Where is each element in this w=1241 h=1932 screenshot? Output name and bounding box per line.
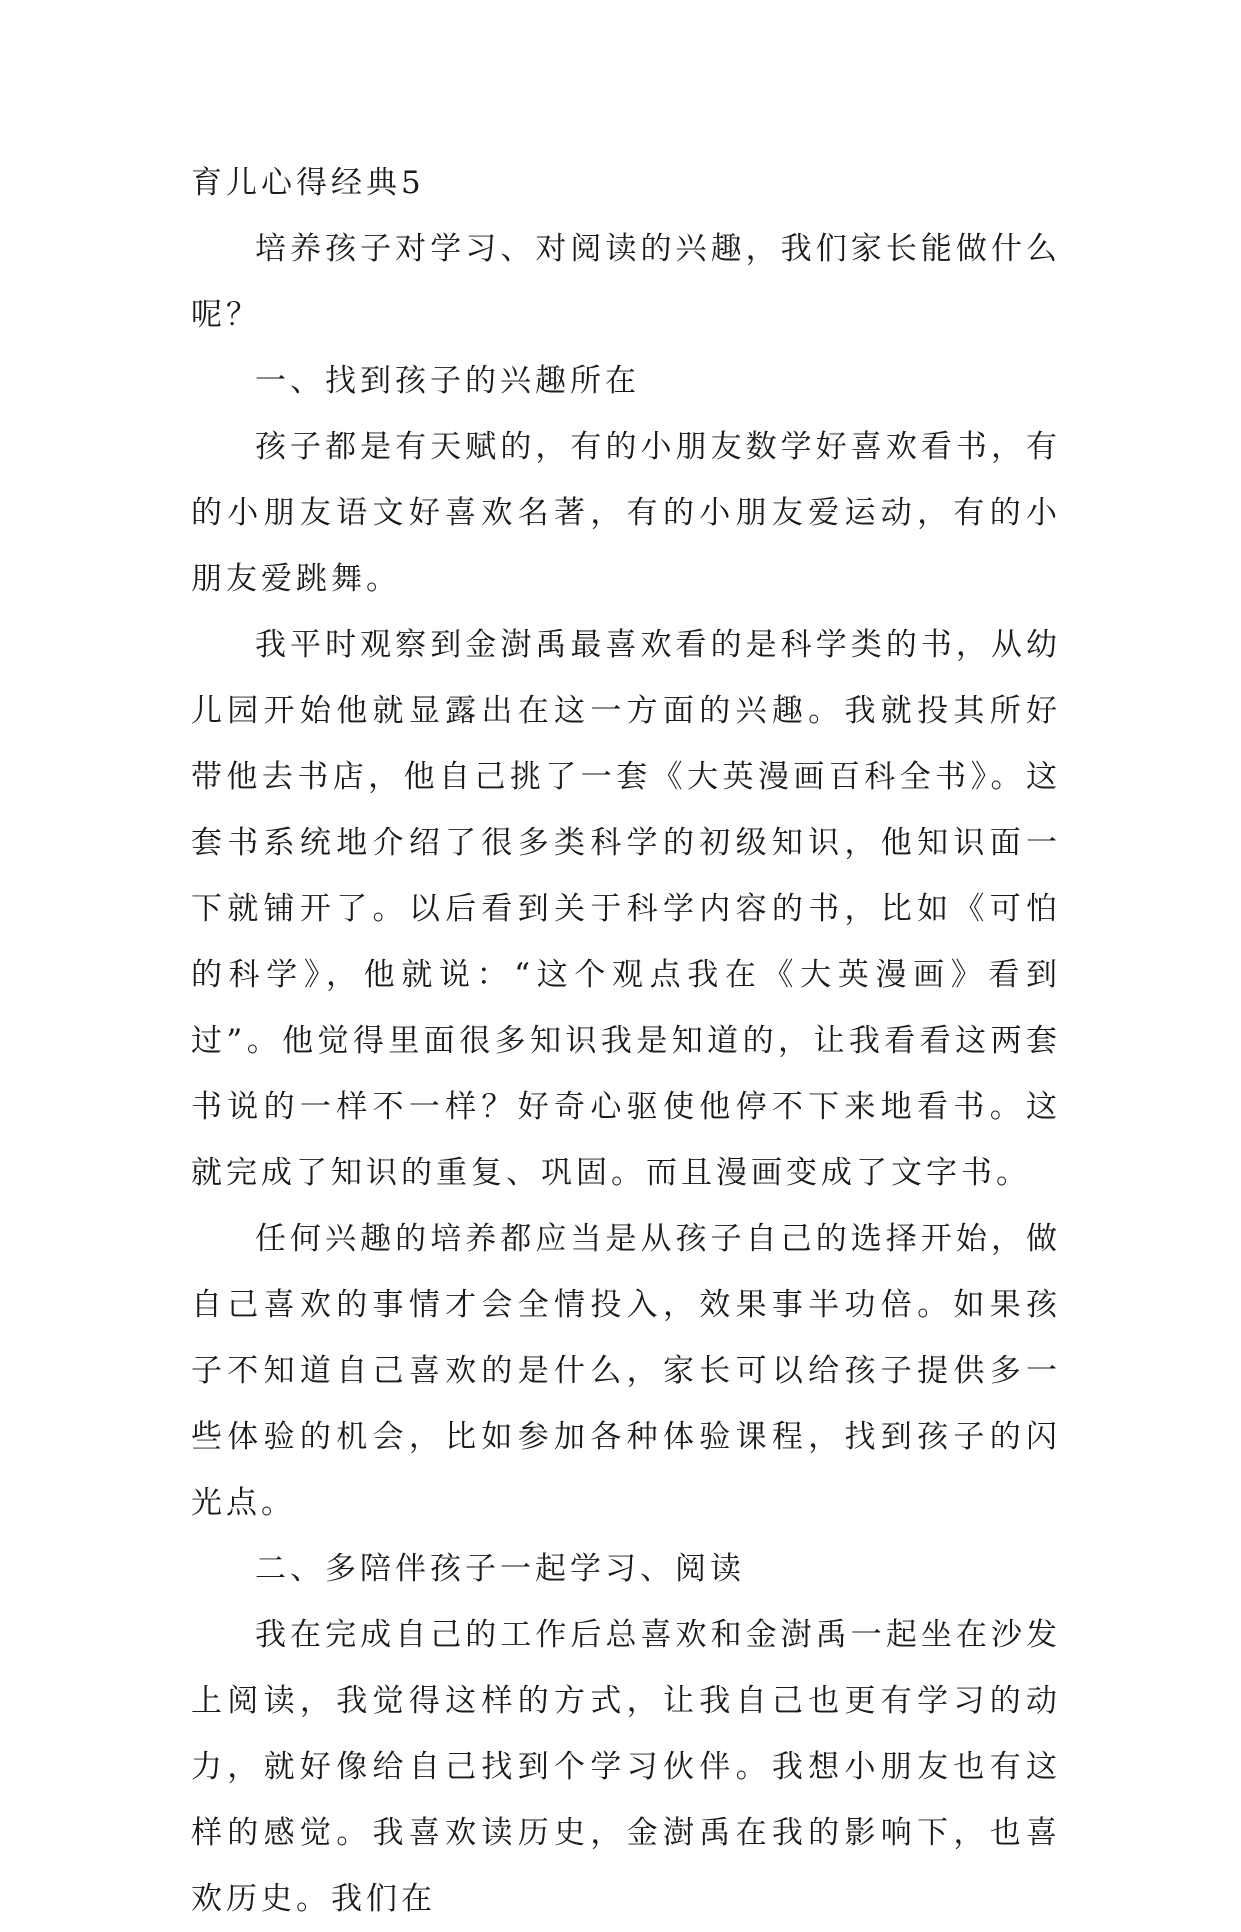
intro-paragraph: 培养孩子对学习、对阅读的兴趣，我们家长能做什么呢？ — [191, 231, 1061, 333]
section-heading-2: 二、多陪伴孩子一起学习、阅读 — [255, 1551, 745, 1587]
body-paragraph: 任何兴趣的培养都应当是从孩子自己的选择开始，做自己喜欢的事情才会全情投入，效果事半功倍。如果孩子不知道自己喜欢的是什么，家长可以给孩子提供多一些体验的机会，比如参加各种体验课程，找到孩子的闪光点。 — [191, 1221, 1061, 1521]
body-paragraph: 孩子都是有天赋的，有的小朋友数学好喜欢看书，有的小朋友语文好喜欢名著，有的小朋友爱运动，有的小朋友爱跳舞。 — [191, 429, 1061, 597]
body-paragraph: 我平时观察到金澍禹最喜欢看的是科学类的书，从幼儿园开始他就显露出在这一方面的兴趣。我就投其所好带他去书店，他自己挑了一套《大英漫画百科全书》。这套书系统地介绍了很多类科学的初级知识，他知识面一下就铺开了。以后看到关于科学内容的书，比如《可怕的科学》，他就说：“这个观点我在《大英漫画》看到过”。他觉得里面很多知识我是知道的，让我看看这两套书说的一样不一样？好奇心驱使他停不下来地看书。这就完成了知识的重复、巩固。而且漫画变成了文字书。 — [191, 627, 1061, 1191]
section-heading-1: 一、找到孩子的兴趣所在 — [255, 363, 640, 399]
document-title: 育儿心得经典5 — [191, 165, 425, 201]
document-body — [191, 150, 1061, 1932]
body-paragraph: 我在完成自己的工作后总喜欢和金澍禹一起坐在沙发上阅读，我觉得这样的方式，让我自己也更有学习的动力，就好像给自己找到个学习伙伴。我想小朋友也有这样的感觉。我喜欢读历史，金澍禹在我的影响下，也喜欢历史。我们在 — [191, 1617, 1061, 1917]
